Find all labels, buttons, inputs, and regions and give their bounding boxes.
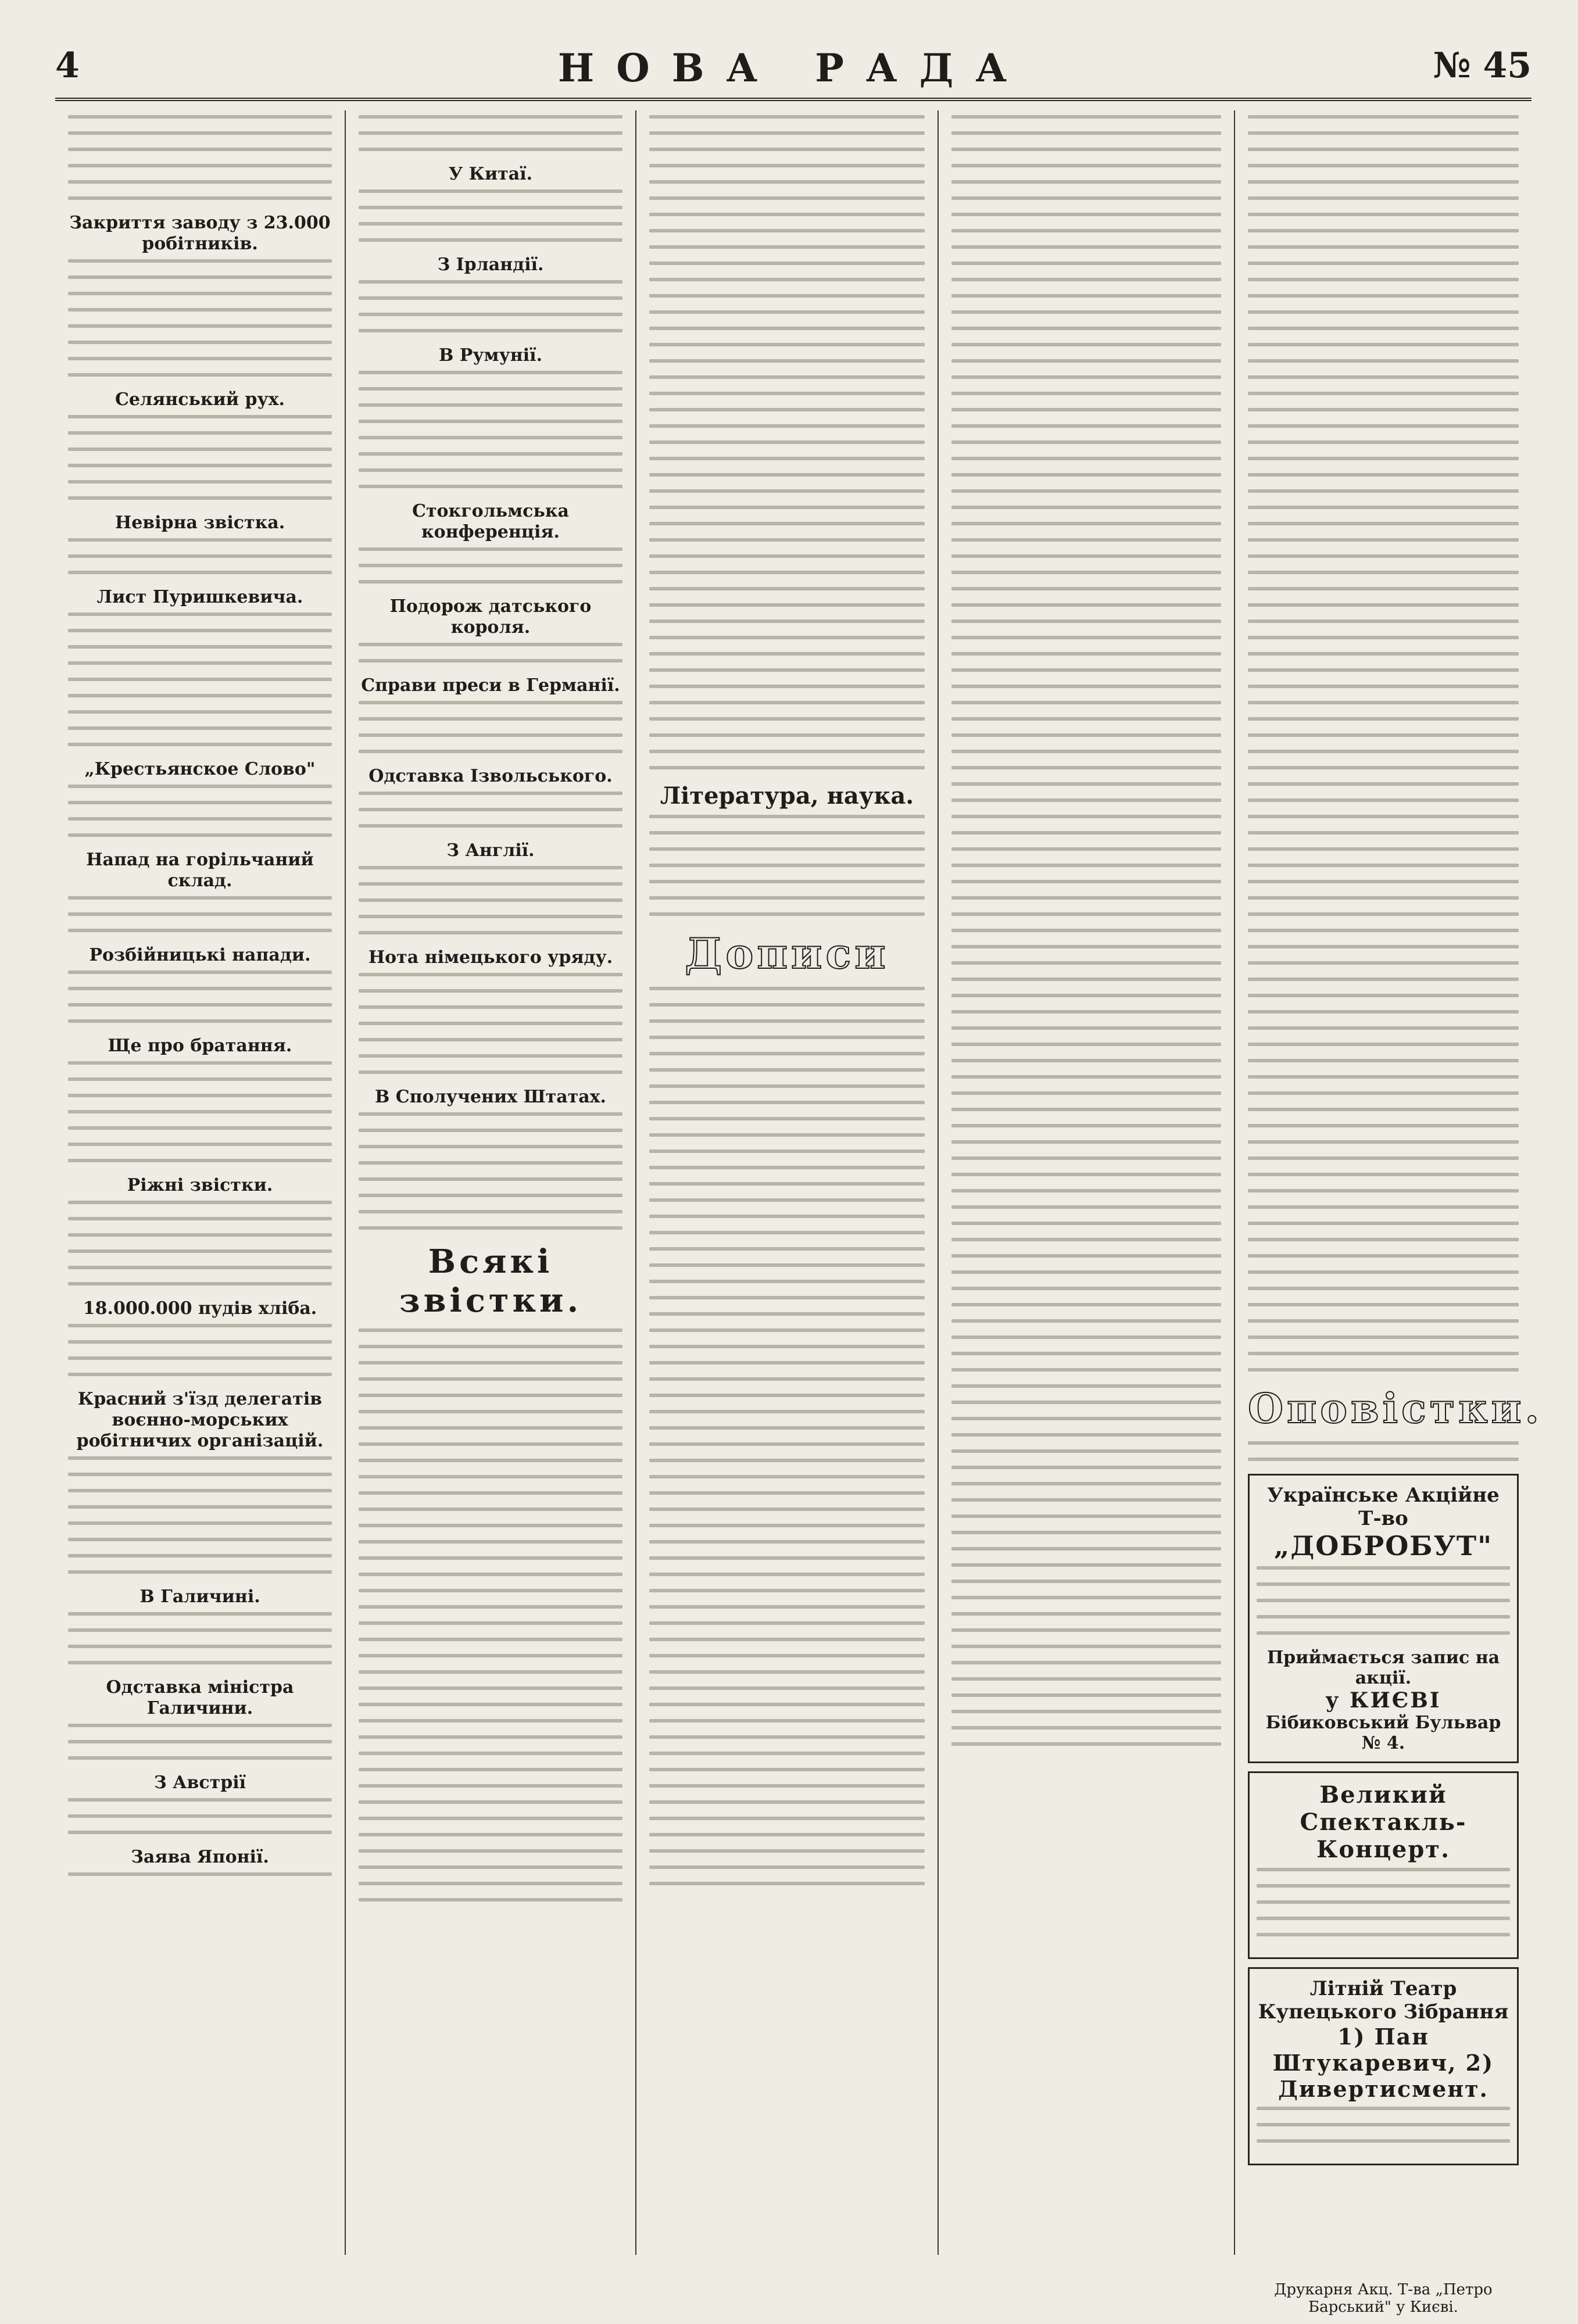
- theatre-advert: [1248, 1967, 1519, 2165]
- column1-heading: Лист Пуришкевича.: [96, 587, 303, 607]
- advert-title: „ДОБРОБУТ": [1273, 1530, 1493, 1562]
- column1-heading: Невірна звістка.: [114, 513, 285, 533]
- advert-line: Літній Театр Купецького Зібрання: [1258, 1977, 1509, 2024]
- column1-heading: Напад на горільчаний склад.: [86, 850, 314, 891]
- column2-heading: З Англії.: [446, 840, 535, 861]
- advert-line: Приймається запис на акції.: [1266, 1648, 1500, 1688]
- advert-title: 1) Пан Штукаревич, 2) Дивертисмент.: [1272, 2024, 1494, 2102]
- column1-heading: В Галичині.: [139, 1587, 260, 1607]
- masthead: НОВА РАДА: [557, 45, 1029, 91]
- column2-heading: Справи преси в Германії.: [361, 675, 620, 696]
- advert-line: Бібиковський Бульвар № 4.: [1265, 1713, 1501, 1753]
- column2-heading: Нота німецького уряду.: [368, 947, 613, 968]
- page-header: [55, 45, 1532, 101]
- column3-heading: Література, наука.: [660, 782, 914, 810]
- column1-heading: Заява Японії.: [131, 1847, 269, 1867]
- column-1: [55, 110, 346, 2255]
- column1-heading: Одставка міністра Галичини.: [106, 1677, 294, 1718]
- concert-advert: [1248, 1771, 1519, 1959]
- column1-heading: Закриття заводу з 23.000 робітників.: [69, 213, 331, 254]
- cooperative-advert: [1248, 1474, 1519, 1763]
- column1-heading: Ще про братання.: [108, 1036, 292, 1056]
- column1-heading: Красний з'їзд делегатів воєнно-морських робітничих організацій.: [76, 1389, 324, 1451]
- column2-heading: Одставка Ізвольського.: [368, 766, 613, 786]
- advert-line: Українське Акційне Т-во: [1267, 1484, 1500, 1530]
- column1-heading: Ріжні звістки.: [127, 1175, 273, 1195]
- column2-heading: У Китаї.: [448, 164, 533, 184]
- column2-heading: В Сполучених Штатах.: [374, 1087, 606, 1107]
- column-3: [636, 110, 939, 2255]
- advert-title: Великий Спектакль-Концерт.: [1300, 1781, 1467, 1863]
- column1-heading: „Крестьянское Слово": [84, 759, 316, 779]
- column2-heading: Стокгольмська конференція.: [412, 501, 569, 542]
- advert-line: у КИЄВІ: [1325, 1688, 1441, 1713]
- column2-heading: Подорож датського короля.: [389, 596, 592, 638]
- column-5: [1235, 110, 1543, 2255]
- column1-heading: З Австрії: [154, 1772, 246, 1793]
- column1-heading: 18.000.000 пудів хліба.: [83, 1298, 317, 1319]
- column2-heading: З Ірландії.: [437, 255, 544, 275]
- page-number: 4: [55, 45, 80, 86]
- column-2: [346, 110, 636, 2255]
- announcements-heading: Оповістки.: [1248, 1384, 1543, 1433]
- column2-heading: В Румунії.: [438, 345, 543, 366]
- column3-heading: Дописи: [685, 929, 889, 978]
- column-4: [939, 110, 1235, 2255]
- column2-heading: Всякі звістки.: [399, 1242, 582, 1320]
- column1-heading: Розбійницькі напади.: [89, 945, 311, 965]
- printer-imprint: Друкарня Акц. Т-ва „Петро Барський" у Києві.: [1274, 2281, 1493, 2316]
- issue-number: № 45: [1433, 45, 1532, 86]
- column1-heading: Селянський рух.: [115, 389, 285, 410]
